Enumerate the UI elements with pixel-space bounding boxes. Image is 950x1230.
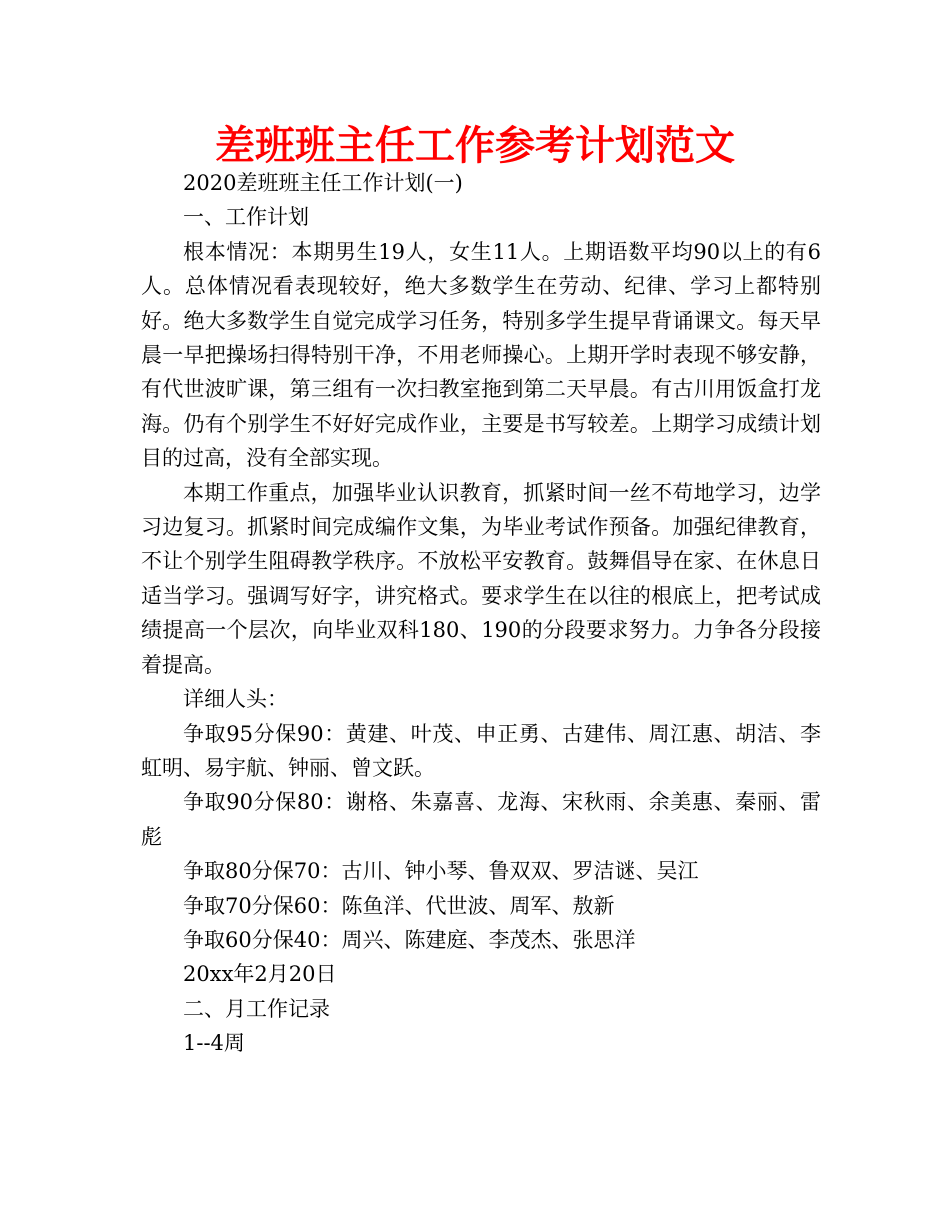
date-line: 20xx年2月20日 — [183, 962, 337, 987]
list-heading: 详细人头： — [183, 687, 288, 712]
document-title: 差班班主任工作参考计划范文 — [215, 122, 735, 169]
week-label: 1--4周 — [183, 1031, 245, 1056]
list-item: 争取60分保40：周兴、陈建庭、李茂杰、张思洋 — [183, 927, 636, 952]
section-heading: 一、工作计划 — [183, 205, 309, 230]
list-item: 争取80分保70：古川、钟小琴、鲁双双、罗洁谜、吴江 — [183, 859, 699, 884]
body-paragraph: 本期工作重点，加强毕业认识教育，抓紧时间一丝不苟地学习，边学习边复习。抓紧时间完成编作文集，为毕业考试作预备。加强纪律教育，不让个别学生阻碍教学秩序。不放松平安教育。鼓舞倡导在家、在休息日适当学习。强调写好字，讲究格式。要求学生在以往的根底上，把考试成绩提高一个层次，向毕业双科180、190的分段要求努力。力争各分段接着提高。 — [141, 480, 821, 677]
section-heading: 二、月工作记录 — [183, 996, 330, 1021]
section-subtitle: 2020差班班主任工作计划(一) — [183, 171, 463, 195]
document-body — [141, 166, 821, 1061]
body-paragraph: 根本情况：本期男生19人，女生11人。上期语数平均90以上的有6人。总体情况看表现较好，绝大多数学生在劳动、纪律、学习上都特别好。绝大多数学生自觉完成学习任务，特别多学生提早背诵课文。每天早晨一早把操场扫得特别干净，不用老师操心。上期开学时表现不够安静，有代世波旷课，第三组有一次扫教室拖到第二天早晨。有古川用饭盒打龙海。仍有个别学生不好好完成作业，主要是书写较差。上期学习成绩计划目的过高，没有全部实现。 — [141, 239, 821, 471]
list-item: 争取70分保60：陈鱼洋、代世波、周军、敖新 — [183, 893, 615, 918]
list-item: 争取95分保90：黄建、叶茂、申正勇、古建伟、周江惠、胡洁、李虹明、易宇航、钟丽、曾文跃。 — [141, 721, 821, 780]
list-item: 争取90分保80：谢格、朱嘉喜、龙海、宋秋雨、余美惠、秦丽、雷彪 — [141, 790, 821, 849]
